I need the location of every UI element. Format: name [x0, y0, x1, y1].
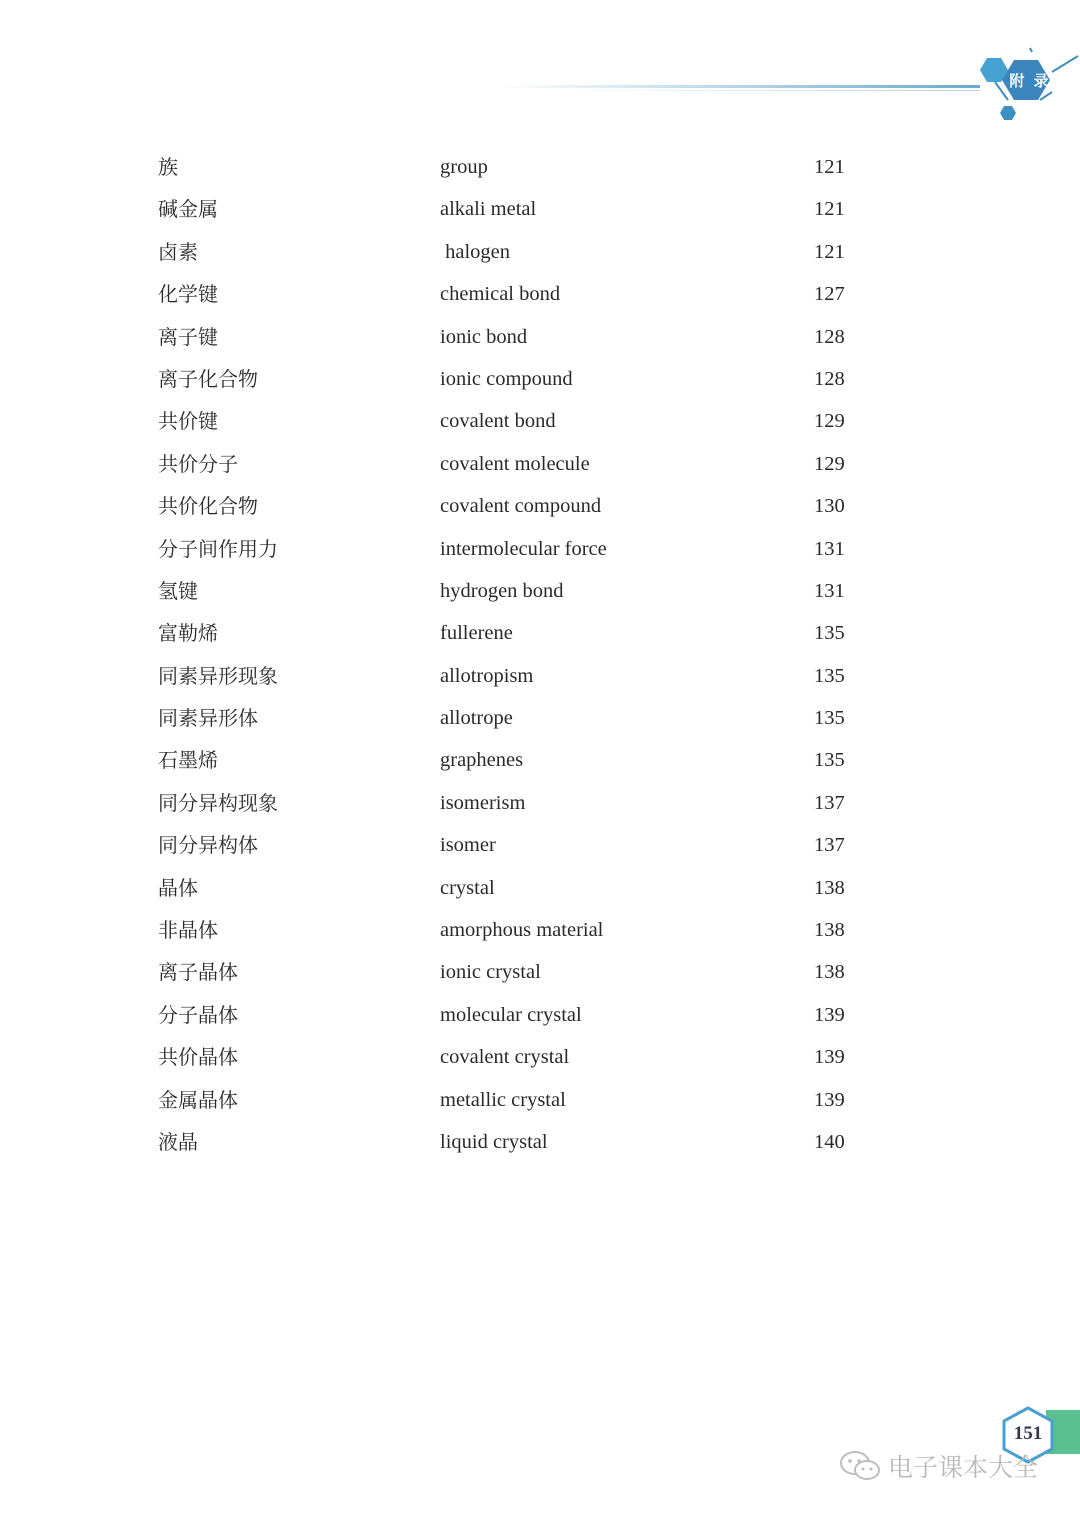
section-label: 附 录 [1009, 72, 1051, 90]
glossary-row [158, 485, 878, 527]
term-page: 129 [814, 452, 845, 475]
term-english: chemical bond [440, 283, 561, 306]
term-chinese: 晶体 [158, 875, 198, 900]
hexagon-molecule-icon [940, 0, 1080, 130]
term-chinese: 离子化合物 [158, 366, 258, 391]
watermark [838, 1448, 1038, 1484]
term-chinese: 离子键 [158, 324, 218, 349]
glossary-row [158, 909, 878, 951]
term-chinese: 共价化合物 [158, 494, 258, 519]
header-rule-thin [560, 90, 980, 91]
glossary-row [158, 697, 878, 739]
term-chinese: 金属晶体 [158, 1087, 238, 1112]
glossary-row [158, 1036, 878, 1078]
glossary-row [158, 273, 878, 315]
term-chinese: 同分异构现象 [158, 790, 278, 815]
term-chinese: 离子晶体 [158, 960, 238, 985]
term-page: 129 [814, 410, 845, 433]
glossary-row [158, 443, 878, 485]
glossary-row [158, 570, 878, 612]
term-english: crystal [440, 876, 495, 899]
term-chinese: 卤素 [158, 239, 198, 264]
term-chinese: 液晶 [158, 1129, 198, 1154]
term-chinese: 共价键 [158, 409, 218, 434]
term-english: isomerism [440, 791, 526, 814]
term-english: alkali metal [440, 198, 537, 221]
term-english: covalent molecule [440, 452, 590, 475]
glossary-row [158, 782, 878, 824]
term-english: group [440, 156, 488, 178]
term-page: 135 [814, 749, 845, 772]
term-page: 135 [814, 664, 845, 687]
page-number: 151 [1013, 1423, 1043, 1444]
term-page: 131 [814, 579, 845, 602]
term-english: ionic compound [440, 367, 573, 390]
term-page: 121 [814, 156, 845, 178]
term-english: fullerene [440, 622, 513, 645]
term-chinese: 石墨烯 [158, 748, 218, 773]
term-chinese: 分子间作用力 [158, 536, 278, 561]
glossary-row [158, 739, 878, 781]
term-page: 140 [814, 1130, 845, 1153]
glossary-row [158, 824, 878, 866]
term-english: metallic crystal [440, 1088, 566, 1111]
term-english: ionic bond [440, 325, 528, 348]
term-english: allotrope [440, 707, 513, 730]
term-page: 127 [814, 283, 845, 306]
term-english: hydrogen bond [440, 579, 564, 602]
term-page: 137 [814, 791, 845, 814]
glossary-row [158, 1079, 878, 1121]
term-chinese: 氢键 [158, 578, 198, 603]
watermark-text: 电子课本大全 [888, 1453, 1039, 1482]
term-page: 131 [814, 537, 845, 560]
term-english: liquid crystal [440, 1130, 548, 1153]
glossary-row [158, 316, 878, 358]
glossary-row [158, 1121, 878, 1163]
term-english: ionic crystal [440, 961, 541, 984]
term-page: 121 [814, 240, 845, 263]
term-chinese: 分子晶体 [158, 1002, 238, 1027]
term-page: 128 [814, 325, 845, 348]
term-english: covalent compound [440, 495, 602, 518]
glossary-row [158, 655, 878, 697]
term-chinese: 非晶体 [158, 918, 218, 943]
term-english: halogen [440, 240, 511, 263]
term-page: 139 [814, 1046, 845, 1069]
term-english: isomer [440, 834, 496, 857]
term-chinese: 同分异构体 [158, 833, 258, 858]
term-english: covalent crystal [440, 1046, 570, 1069]
term-page: 130 [814, 495, 845, 518]
term-chinese: 同素异形体 [158, 706, 258, 731]
term-page: 138 [814, 919, 845, 942]
glossary-row [158, 358, 878, 400]
glossary-row [158, 951, 878, 993]
term-chinese: 同素异形现象 [158, 663, 278, 688]
term-page: 138 [814, 961, 845, 984]
term-english: molecular crystal [440, 1003, 582, 1026]
term-page: 135 [814, 622, 845, 645]
header-rule [500, 85, 980, 88]
term-english: intermolecular force [440, 537, 607, 560]
term-english: allotropism [440, 664, 534, 687]
term-english: covalent bond [440, 410, 556, 433]
term-page: 138 [814, 876, 845, 899]
glossary-row [158, 612, 878, 654]
wechat-icon [838, 1450, 882, 1482]
glossary-row [158, 528, 878, 570]
term-chinese: 族 [158, 155, 178, 179]
term-page: 137 [814, 834, 845, 857]
term-chinese: 碱金属 [158, 197, 218, 222]
term-chinese: 共价晶体 [158, 1045, 238, 1070]
glossary-row [158, 146, 878, 188]
glossary-row [158, 867, 878, 909]
term-page: 135 [814, 707, 845, 730]
term-page: 128 [814, 367, 845, 390]
glossary-row [158, 231, 878, 273]
glossary-row [158, 188, 878, 230]
glossary-row [158, 994, 878, 1036]
term-chinese: 共价分子 [158, 451, 238, 476]
term-chinese: 富勒烯 [158, 621, 218, 646]
term-chinese: 化学键 [158, 282, 218, 307]
term-page: 121 [814, 198, 845, 221]
term-page: 139 [814, 1003, 845, 1026]
glossary-row [158, 400, 878, 442]
term-english: amorphous material [440, 919, 604, 942]
term-english: graphenes [440, 749, 524, 772]
glossary-table [158, 146, 878, 1163]
term-page: 139 [814, 1088, 845, 1111]
